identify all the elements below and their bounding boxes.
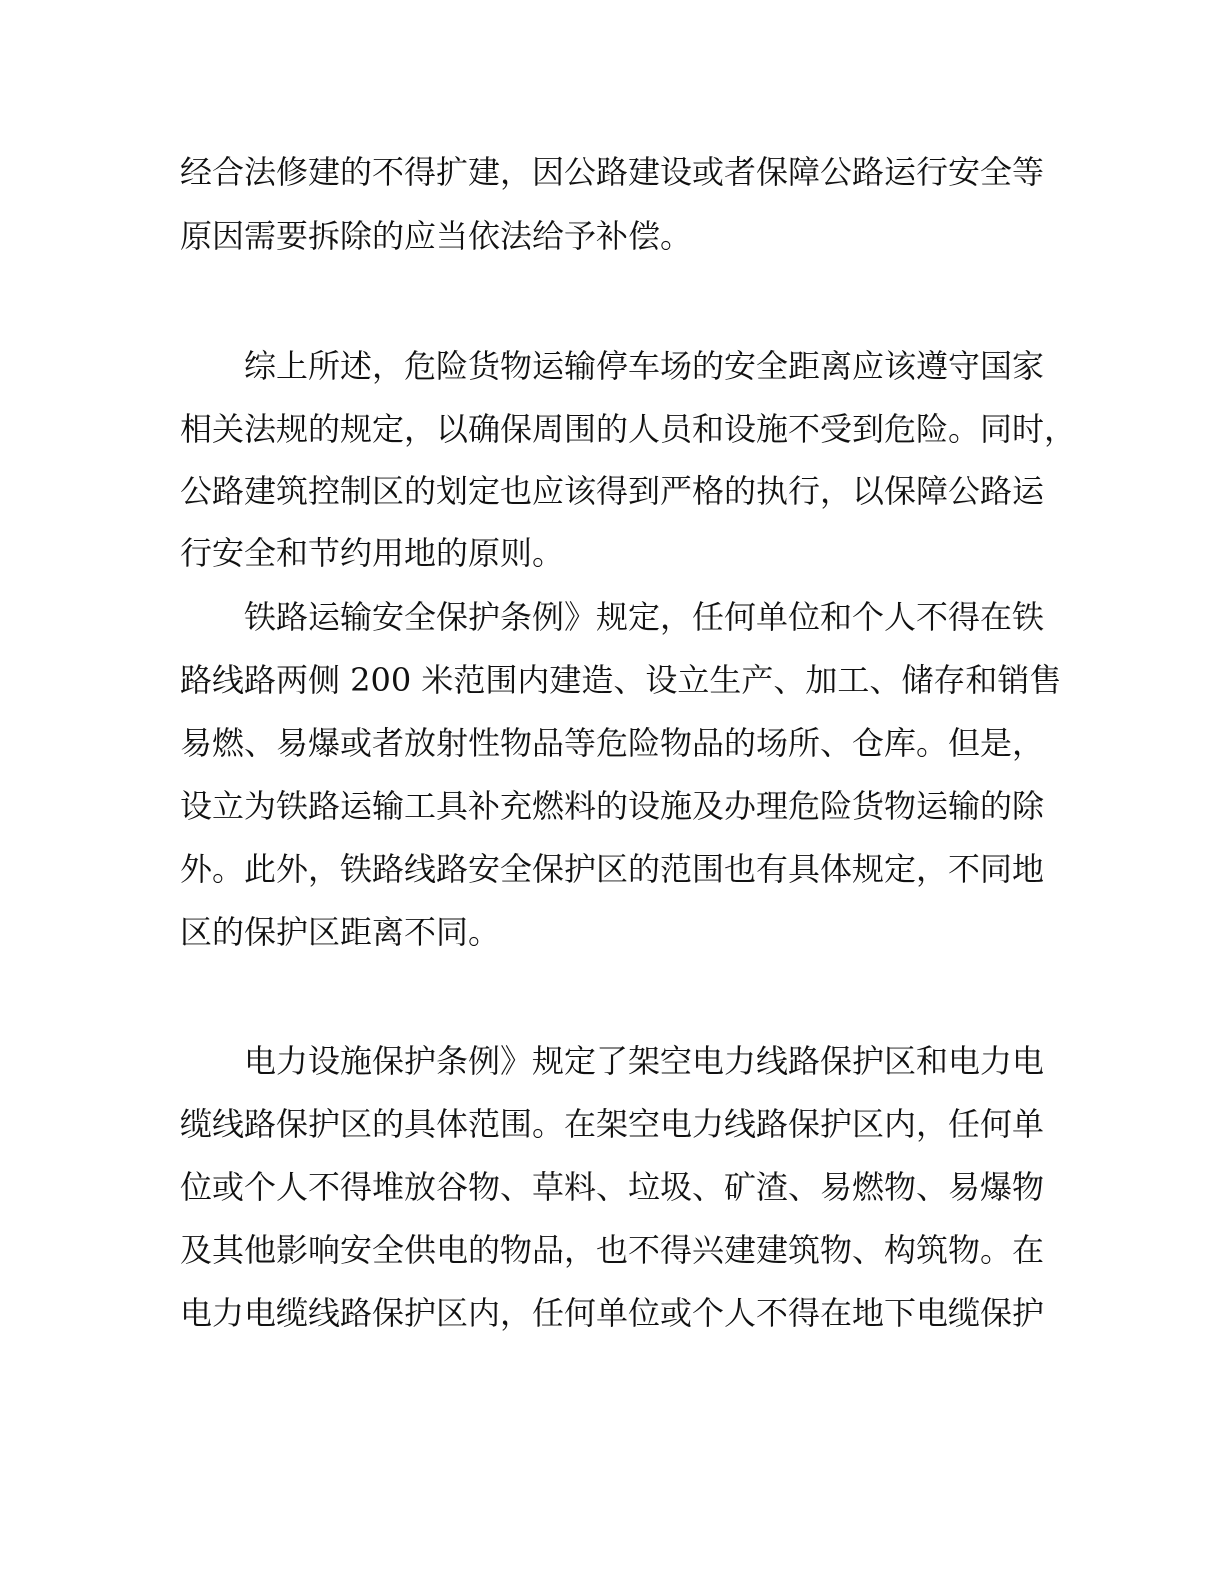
- paragraph-3-line-1: 铁路运输安全保护条例》规定，任何单位和个人不得在铁: [244, 598, 1045, 636]
- paragraph-3-line-5: 外。此外，铁路线路安全保护区的范围也有具体规定，不同地: [180, 850, 1045, 888]
- paragraph-4-line-1: 电力设施保护条例》规定了架空电力线路保护区和电力电: [244, 1042, 1045, 1080]
- paragraph-3-line-2: 路线路两侧 200 米范围内建造、设立生产、加工、储存和销售: [180, 661, 1062, 699]
- paragraph-4-line-4: 及其他影响安全供电的物品，也不得兴建建筑物、构筑物。在: [180, 1231, 1045, 1269]
- paragraph-2-line-3: 公路建筑控制区的划定也应该得到严格的执行，以保障公路运: [180, 472, 1045, 510]
- paragraph-3-line-4: 设立为铁路运输工具补充燃料的设施及办理危险货物运输的除: [180, 787, 1045, 825]
- paragraph-1-line-1: 经合法修建的不得扩建，因公路建设或者保障公路运行安全等: [180, 153, 1045, 191]
- paragraph-3-line-3: 易燃、易爆或者放射性物品等危险物品的场所、仓库。但是，: [180, 724, 1045, 762]
- paragraph-3-line-6: 区的保护区距离不同。: [180, 913, 501, 951]
- paragraph-2-line-2: 相关法规的规定，以确保周围的人员和设施不受到危险。同时，: [180, 410, 1077, 448]
- paragraph-1-line-2: 原因需要拆除的应当依法给予补偿。: [180, 217, 693, 255]
- paragraph-4-line-2: 缆线路保护区的具体范围。在架空电力线路保护区内，任何单: [180, 1105, 1045, 1143]
- paragraph-4-line-3: 位或个人不得堆放谷物、草料、垃圾、矿渣、易燃物、易爆物: [180, 1168, 1045, 1206]
- paragraph-4-line-5: 电力电缆线路保护区内，任何单位或个人不得在地下电缆保护: [180, 1294, 1045, 1332]
- paragraph-2-line-4: 行安全和节约用地的原则。: [180, 534, 565, 572]
- paragraph-2-line-1: 综上所述，危险货物运输停车场的安全距离应该遵守国家: [244, 347, 1045, 385]
